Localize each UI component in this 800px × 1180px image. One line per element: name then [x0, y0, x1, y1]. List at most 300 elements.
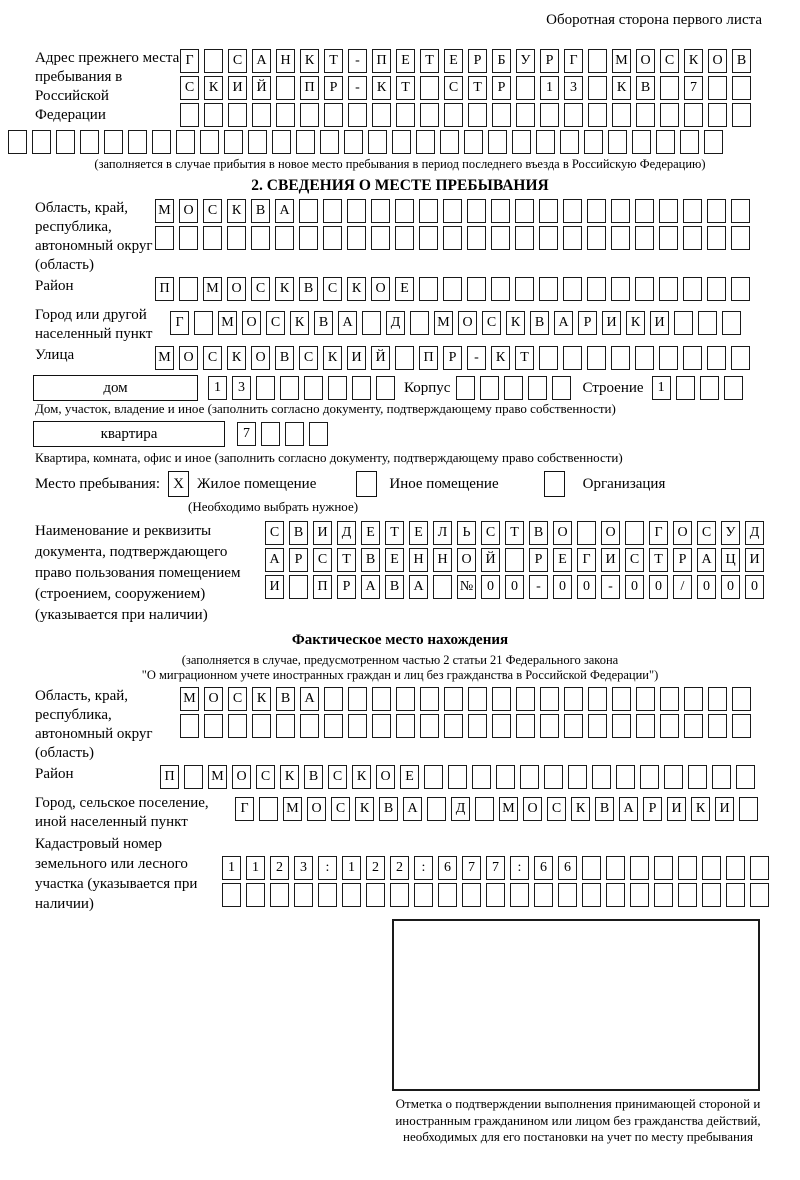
char-cell[interactable] — [630, 883, 649, 907]
char-cell[interactable] — [516, 103, 535, 127]
char-cell[interactable]: 1 — [540, 76, 559, 100]
char-cell[interactable]: М — [612, 49, 631, 73]
char-cell[interactable]: С — [547, 797, 566, 821]
char-cell[interactable]: М — [155, 346, 174, 370]
char-cell[interactable]: 0 — [481, 575, 500, 599]
char-cell[interactable] — [732, 103, 751, 127]
char-cell[interactable]: 2 — [270, 856, 289, 880]
char-cell[interactable]: О — [601, 521, 620, 545]
char-cell[interactable]: С — [203, 346, 222, 370]
char-cell[interactable]: К — [372, 76, 391, 100]
char-cell[interactable] — [707, 226, 726, 250]
char-cell[interactable]: П — [160, 765, 179, 789]
char-cell[interactable]: В — [299, 277, 318, 301]
char-cell[interactable]: К — [300, 49, 319, 73]
char-cell[interactable]: С — [328, 765, 347, 789]
char-cell[interactable] — [464, 130, 483, 154]
char-cell[interactable]: 6 — [438, 856, 457, 880]
char-cell[interactable] — [440, 130, 459, 154]
char-cell[interactable] — [179, 226, 198, 250]
char-cell[interactable] — [630, 856, 649, 880]
char-cell[interactable]: 6 — [534, 856, 553, 880]
char-cell[interactable] — [228, 103, 247, 127]
char-cell[interactable] — [563, 346, 582, 370]
char-cell[interactable]: : — [318, 856, 337, 880]
char-cell[interactable] — [732, 687, 751, 711]
char-cell[interactable]: Т — [396, 76, 415, 100]
char-cell[interactable] — [180, 714, 199, 738]
char-cell[interactable] — [362, 311, 381, 335]
char-cell[interactable]: В — [314, 311, 333, 335]
char-cell[interactable] — [368, 130, 387, 154]
char-cell[interactable] — [433, 575, 452, 599]
char-cell[interactable]: И — [228, 76, 247, 100]
char-cell[interactable] — [348, 103, 367, 127]
char-cell[interactable]: Е — [385, 548, 404, 572]
char-cell[interactable] — [660, 76, 679, 100]
char-cell[interactable]: 0 — [625, 575, 644, 599]
char-cell[interactable]: У — [516, 49, 535, 73]
char-cell[interactable] — [299, 199, 318, 223]
char-cell[interactable] — [587, 199, 606, 223]
char-cell[interactable] — [348, 714, 367, 738]
char-cell[interactable]: Д — [745, 521, 764, 545]
char-cell[interactable] — [588, 687, 607, 711]
char-cell[interactable] — [660, 687, 679, 711]
char-cell[interactable]: 3 — [232, 376, 251, 400]
char-cell[interactable]: К — [684, 49, 703, 73]
char-cell[interactable] — [443, 226, 462, 250]
char-cell[interactable] — [299, 226, 318, 250]
char-cell[interactable]: О — [242, 311, 261, 335]
char-cell[interactable]: О — [523, 797, 542, 821]
char-cell[interactable] — [280, 376, 299, 400]
char-cell[interactable] — [563, 199, 582, 223]
char-cell[interactable] — [203, 226, 222, 250]
char-cell[interactable] — [252, 714, 271, 738]
char-cell[interactable]: О — [371, 277, 390, 301]
char-cell[interactable] — [420, 76, 439, 100]
char-cell[interactable] — [654, 856, 673, 880]
char-cell[interactable]: 1 — [652, 376, 671, 400]
char-cell[interactable]: Р — [443, 346, 462, 370]
char-cell[interactable]: И — [601, 548, 620, 572]
char-cell[interactable] — [732, 714, 751, 738]
char-cell[interactable] — [684, 103, 703, 127]
char-cell[interactable] — [540, 103, 559, 127]
char-cell[interactable] — [491, 226, 510, 250]
char-cell[interactable]: : — [510, 856, 529, 880]
char-cell[interactable] — [731, 199, 750, 223]
char-cell[interactable] — [540, 687, 559, 711]
char-cell[interactable] — [414, 883, 433, 907]
char-cell[interactable] — [80, 130, 99, 154]
char-cell[interactable] — [676, 376, 695, 400]
char-cell[interactable]: : — [414, 856, 433, 880]
char-cell[interactable] — [606, 883, 625, 907]
char-cell[interactable] — [612, 103, 631, 127]
char-cell[interactable] — [708, 714, 727, 738]
char-cell[interactable] — [654, 883, 673, 907]
house-field-box[interactable]: дом — [33, 375, 198, 401]
char-cell[interactable] — [588, 714, 607, 738]
char-cell[interactable] — [505, 548, 524, 572]
char-cell[interactable] — [448, 765, 467, 789]
char-cell[interactable]: 0 — [577, 575, 596, 599]
char-cell[interactable] — [309, 422, 328, 446]
char-cell[interactable]: № — [457, 575, 476, 599]
char-cell[interactable]: М — [283, 797, 302, 821]
char-cell[interactable] — [708, 76, 727, 100]
char-cell[interactable] — [285, 422, 304, 446]
apartment-field-box[interactable]: квартира — [33, 421, 225, 447]
char-cell[interactable]: Г — [649, 521, 668, 545]
char-cell[interactable] — [659, 346, 678, 370]
char-cell[interactable] — [722, 311, 741, 335]
char-cell[interactable] — [468, 103, 487, 127]
char-cell[interactable]: М — [434, 311, 453, 335]
char-cell[interactable] — [371, 226, 390, 250]
char-cell[interactable] — [504, 376, 523, 400]
char-cell[interactable] — [563, 226, 582, 250]
char-cell[interactable] — [390, 883, 409, 907]
char-cell[interactable] — [700, 376, 719, 400]
char-cell[interactable] — [462, 883, 481, 907]
char-cell[interactable]: Т — [337, 548, 356, 572]
char-cell[interactable]: Р — [468, 49, 487, 73]
char-cell[interactable]: С — [299, 346, 318, 370]
char-cell[interactable] — [376, 376, 395, 400]
char-cell[interactable] — [516, 687, 535, 711]
char-cell[interactable]: К — [626, 311, 645, 335]
char-cell[interactable] — [261, 422, 280, 446]
char-cell[interactable] — [424, 765, 443, 789]
char-cell[interactable]: И — [745, 548, 764, 572]
char-cell[interactable] — [736, 765, 755, 789]
char-cell[interactable]: 7 — [684, 76, 703, 100]
char-cell[interactable]: М — [180, 687, 199, 711]
char-cell[interactable] — [707, 277, 726, 301]
char-cell[interactable] — [456, 376, 475, 400]
char-cell[interactable] — [344, 130, 363, 154]
char-cell[interactable] — [587, 277, 606, 301]
char-cell[interactable]: О — [251, 346, 270, 370]
char-cell[interactable]: Р — [529, 548, 548, 572]
char-cell[interactable] — [587, 346, 606, 370]
char-cell[interactable]: А — [409, 575, 428, 599]
char-cell[interactable]: А — [697, 548, 716, 572]
char-cell[interactable]: У — [721, 521, 740, 545]
stay-option-organization-checkbox[interactable] — [544, 471, 565, 497]
char-cell[interactable] — [318, 883, 337, 907]
char-cell[interactable]: А — [275, 199, 294, 223]
char-cell[interactable]: Е — [409, 521, 428, 545]
char-cell[interactable] — [272, 130, 291, 154]
char-cell[interactable]: В — [276, 687, 295, 711]
char-cell[interactable] — [515, 277, 534, 301]
char-cell[interactable] — [467, 277, 486, 301]
char-cell[interactable] — [688, 765, 707, 789]
char-cell[interactable] — [352, 376, 371, 400]
char-cell[interactable]: Р — [492, 76, 511, 100]
char-cell[interactable] — [611, 226, 630, 250]
char-cell[interactable] — [659, 226, 678, 250]
char-cell[interactable] — [512, 130, 531, 154]
char-cell[interactable] — [707, 199, 726, 223]
char-cell[interactable] — [419, 277, 438, 301]
char-cell[interactable]: О — [232, 765, 251, 789]
char-cell[interactable]: Д — [451, 797, 470, 821]
char-cell[interactable] — [611, 346, 630, 370]
char-cell[interactable]: К — [691, 797, 710, 821]
char-cell[interactable]: Г — [170, 311, 189, 335]
char-cell[interactable]: Е — [396, 49, 415, 73]
char-cell[interactable]: - — [529, 575, 548, 599]
char-cell[interactable] — [251, 226, 270, 250]
char-cell[interactable] — [739, 797, 758, 821]
char-cell[interactable] — [8, 130, 27, 154]
char-cell[interactable]: Г — [180, 49, 199, 73]
char-cell[interactable] — [632, 130, 651, 154]
char-cell[interactable] — [420, 714, 439, 738]
char-cell[interactable]: О — [204, 687, 223, 711]
char-cell[interactable]: Й — [252, 76, 271, 100]
char-cell[interactable] — [702, 856, 721, 880]
char-cell[interactable]: С — [660, 49, 679, 73]
char-cell[interactable]: Т — [420, 49, 439, 73]
char-cell[interactable] — [468, 714, 487, 738]
char-cell[interactable]: О — [307, 797, 326, 821]
char-cell[interactable] — [259, 797, 278, 821]
char-cell[interactable]: К — [506, 311, 525, 335]
char-cell[interactable]: 2 — [366, 856, 385, 880]
char-cell[interactable]: А — [403, 797, 422, 821]
char-cell[interactable] — [410, 311, 429, 335]
char-cell[interactable]: Е — [361, 521, 380, 545]
char-cell[interactable]: Р — [643, 797, 662, 821]
char-cell[interactable]: Т — [324, 49, 343, 73]
char-cell[interactable]: П — [419, 346, 438, 370]
char-cell[interactable]: М — [155, 199, 174, 223]
char-cell[interactable] — [664, 765, 683, 789]
char-cell[interactable] — [276, 103, 295, 127]
char-cell[interactable] — [427, 797, 446, 821]
char-cell[interactable] — [200, 130, 219, 154]
char-cell[interactable]: Т — [505, 521, 524, 545]
char-cell[interactable] — [324, 687, 343, 711]
char-cell[interactable]: К — [355, 797, 374, 821]
char-cell[interactable]: О — [553, 521, 572, 545]
char-cell[interactable]: К — [612, 76, 631, 100]
char-cell[interactable] — [510, 883, 529, 907]
char-cell[interactable]: С — [251, 277, 270, 301]
char-cell[interactable]: 1 — [222, 856, 241, 880]
char-cell[interactable]: П — [372, 49, 391, 73]
char-cell[interactable]: С — [228, 687, 247, 711]
char-cell[interactable] — [128, 130, 147, 154]
char-cell[interactable]: К — [227, 199, 246, 223]
char-cell[interactable] — [698, 311, 717, 335]
char-cell[interactable] — [611, 199, 630, 223]
char-cell[interactable]: - — [467, 346, 486, 370]
char-cell[interactable] — [491, 199, 510, 223]
char-cell[interactable]: М — [208, 765, 227, 789]
char-cell[interactable] — [420, 687, 439, 711]
char-cell[interactable] — [612, 714, 631, 738]
char-cell[interactable] — [270, 883, 289, 907]
char-cell[interactable] — [611, 277, 630, 301]
char-cell[interactable]: Т — [385, 521, 404, 545]
char-cell[interactable] — [323, 199, 342, 223]
char-cell[interactable] — [750, 883, 769, 907]
char-cell[interactable]: Г — [564, 49, 583, 73]
char-cell[interactable] — [684, 687, 703, 711]
char-cell[interactable] — [558, 883, 577, 907]
char-cell[interactable] — [486, 883, 505, 907]
char-cell[interactable]: С — [323, 277, 342, 301]
char-cell[interactable] — [726, 856, 745, 880]
char-cell[interactable]: 0 — [745, 575, 764, 599]
char-cell[interactable] — [420, 103, 439, 127]
char-cell[interactable] — [276, 76, 295, 100]
char-cell[interactable]: О — [673, 521, 692, 545]
char-cell[interactable]: - — [348, 76, 367, 100]
char-cell[interactable]: Н — [409, 548, 428, 572]
char-cell[interactable]: С — [265, 521, 284, 545]
char-cell[interactable]: 7 — [486, 856, 505, 880]
char-cell[interactable] — [328, 376, 347, 400]
char-cell[interactable] — [588, 76, 607, 100]
char-cell[interactable] — [636, 103, 655, 127]
char-cell[interactable]: В — [379, 797, 398, 821]
char-cell[interactable] — [539, 277, 558, 301]
char-cell[interactable]: О — [636, 49, 655, 73]
char-cell[interactable] — [750, 856, 769, 880]
char-cell[interactable] — [588, 103, 607, 127]
char-cell[interactable] — [475, 797, 494, 821]
char-cell[interactable]: К — [491, 346, 510, 370]
char-cell[interactable] — [640, 765, 659, 789]
stay-option-residential-checkbox[interactable]: X — [168, 471, 189, 497]
char-cell[interactable] — [104, 130, 123, 154]
char-cell[interactable]: И — [265, 575, 284, 599]
char-cell[interactable] — [180, 103, 199, 127]
char-cell[interactable]: 0 — [553, 575, 572, 599]
char-cell[interactable] — [683, 199, 702, 223]
char-cell[interactable] — [252, 103, 271, 127]
char-cell[interactable]: С — [256, 765, 275, 789]
char-cell[interactable] — [300, 714, 319, 738]
char-cell[interactable]: Е — [400, 765, 419, 789]
char-cell[interactable]: О — [179, 199, 198, 223]
char-cell[interactable] — [468, 687, 487, 711]
char-cell[interactable]: С — [481, 521, 500, 545]
char-cell[interactable]: К — [290, 311, 309, 335]
char-cell[interactable] — [324, 714, 343, 738]
char-cell[interactable] — [419, 226, 438, 250]
char-cell[interactable]: О — [179, 346, 198, 370]
char-cell[interactable] — [560, 130, 579, 154]
char-cell[interactable] — [204, 49, 223, 73]
char-cell[interactable] — [635, 199, 654, 223]
char-cell[interactable] — [552, 376, 571, 400]
char-cell[interactable]: С — [444, 76, 463, 100]
char-cell[interactable]: 2 — [390, 856, 409, 880]
char-cell[interactable] — [392, 130, 411, 154]
char-cell[interactable] — [492, 687, 511, 711]
char-cell[interactable] — [467, 199, 486, 223]
char-cell[interactable]: Т — [468, 76, 487, 100]
char-cell[interactable] — [635, 277, 654, 301]
char-cell[interactable] — [56, 130, 75, 154]
char-cell[interactable] — [656, 130, 675, 154]
char-cell[interactable] — [366, 883, 385, 907]
char-cell[interactable] — [347, 199, 366, 223]
char-cell[interactable]: М — [499, 797, 518, 821]
char-cell[interactable] — [323, 226, 342, 250]
char-cell[interactable] — [222, 883, 241, 907]
char-cell[interactable]: С — [625, 548, 644, 572]
char-cell[interactable] — [443, 199, 462, 223]
char-cell[interactable]: И — [602, 311, 621, 335]
confirmation-mark-box[interactable] — [392, 919, 760, 1091]
char-cell[interactable] — [444, 103, 463, 127]
char-cell[interactable] — [516, 714, 535, 738]
char-cell[interactable] — [395, 346, 414, 370]
char-cell[interactable]: А — [300, 687, 319, 711]
char-cell[interactable] — [680, 130, 699, 154]
char-cell[interactable] — [228, 714, 247, 738]
char-cell[interactable] — [256, 376, 275, 400]
char-cell[interactable] — [612, 687, 631, 711]
char-cell[interactable] — [683, 226, 702, 250]
char-cell[interactable]: Ц — [721, 548, 740, 572]
char-cell[interactable] — [300, 103, 319, 127]
char-cell[interactable] — [194, 311, 213, 335]
char-cell[interactable] — [704, 130, 723, 154]
char-cell[interactable] — [396, 103, 415, 127]
char-cell[interactable] — [515, 199, 534, 223]
char-cell[interactable] — [724, 376, 743, 400]
char-cell[interactable]: Л — [433, 521, 452, 545]
char-cell[interactable] — [395, 226, 414, 250]
char-cell[interactable] — [294, 883, 313, 907]
char-cell[interactable]: 1 — [342, 856, 361, 880]
char-cell[interactable]: А — [619, 797, 638, 821]
char-cell[interactable]: И — [313, 521, 332, 545]
char-cell[interactable] — [584, 130, 603, 154]
char-cell[interactable] — [467, 226, 486, 250]
char-cell[interactable] — [708, 687, 727, 711]
char-cell[interactable]: 0 — [649, 575, 668, 599]
char-cell[interactable] — [320, 130, 339, 154]
char-cell[interactable]: 0 — [697, 575, 716, 599]
char-cell[interactable] — [587, 226, 606, 250]
char-cell[interactable] — [544, 765, 563, 789]
char-cell[interactable] — [564, 687, 583, 711]
char-cell[interactable]: С — [203, 199, 222, 223]
char-cell[interactable]: В — [289, 521, 308, 545]
char-cell[interactable]: Н — [433, 548, 452, 572]
char-cell[interactable]: К — [347, 277, 366, 301]
char-cell[interactable]: С — [180, 76, 199, 100]
char-cell[interactable]: О — [708, 49, 727, 73]
char-cell[interactable]: О — [458, 311, 477, 335]
char-cell[interactable] — [396, 687, 415, 711]
char-cell[interactable]: Д — [386, 311, 405, 335]
char-cell[interactable]: Е — [395, 277, 414, 301]
char-cell[interactable] — [246, 883, 265, 907]
